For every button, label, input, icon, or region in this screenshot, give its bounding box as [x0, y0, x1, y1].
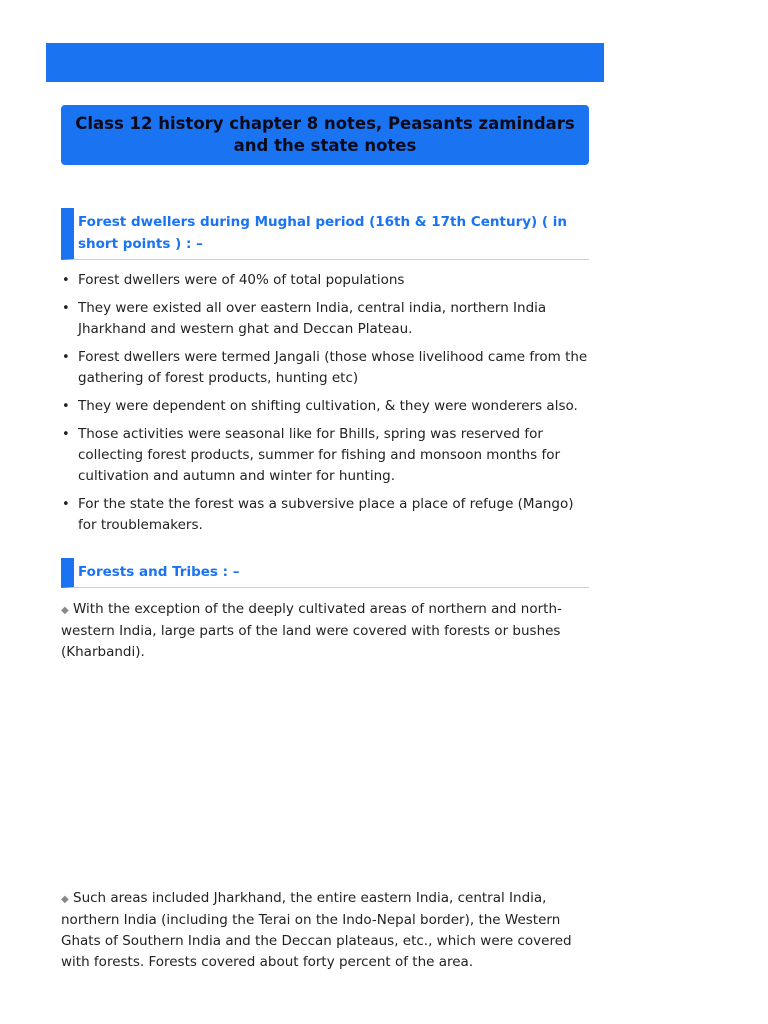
bullet-dot-icon: • [62, 399, 70, 414]
section-heading-forests-and-tribes: Forests and Tribes : – [61, 558, 589, 588]
forest-dwellers-list [61, 270, 589, 543]
list-item-text: Forest dwellers were termed Jangali (those whose livelihood came from the gathering of forest products, hunting etc) [78, 349, 588, 386]
list-item [61, 270, 589, 291]
list-item-text: They were dependent on shifting cultivation, & they were wonderers also. [78, 398, 578, 414]
list-item-text: They were existed all over eastern India, central india, northern India Jharkhand and western ghat and Deccan Plateau. [78, 300, 547, 337]
paragraph [61, 888, 589, 973]
top-banner [46, 43, 604, 82]
paragraph-text: With the exception of the deeply cultivated areas of northern and north-western India, large parts of the land were covered with forests or bushes (Kharbandi). [61, 601, 562, 660]
section-heading-forest-dwellers: Forest dwellers during Mughal period (16th & 17th Century) ( in short points ) : – [61, 208, 589, 260]
list-item [61, 424, 589, 487]
diamond-icon: ◆ [61, 605, 69, 616]
list-item-text: Forest dwellers were of 40% of total populations [78, 272, 405, 288]
paragraph [61, 599, 589, 663]
bullet-dot-icon: • [62, 427, 70, 442]
list-item-text: For the state the forest was a subversive place a place of refuge (Mango) for troublemakers. [78, 496, 574, 533]
list-item [61, 347, 589, 389]
bullet-dot-icon: • [62, 350, 70, 365]
bullet-dot-icon: • [62, 273, 70, 288]
diamond-icon: ◆ [61, 894, 69, 905]
bullet-dot-icon: • [62, 497, 70, 512]
list-item [61, 494, 589, 536]
paragraph-text: Such areas included Jharkhand, the entire eastern India, central India, northern India (including the Terai on the Indo-Nepal border), the Western Ghats of Southern India and the Deccan plateaus, etc., which were covered with forests. Forests covered about forty percent of the area. [61, 890, 572, 970]
list-item [61, 396, 589, 417]
list-item [61, 298, 589, 340]
page-title: Class 12 history chapter 8 notes, Peasants zamindars and the state notes [61, 105, 589, 165]
bullet-dot-icon: • [62, 301, 70, 316]
list-item-text: Those activities were seasonal like for Bhills, spring was reserved for collecting forest products, summer for fishing and monsoon months for cultivation and autumn and winter for hunting. [78, 426, 561, 484]
